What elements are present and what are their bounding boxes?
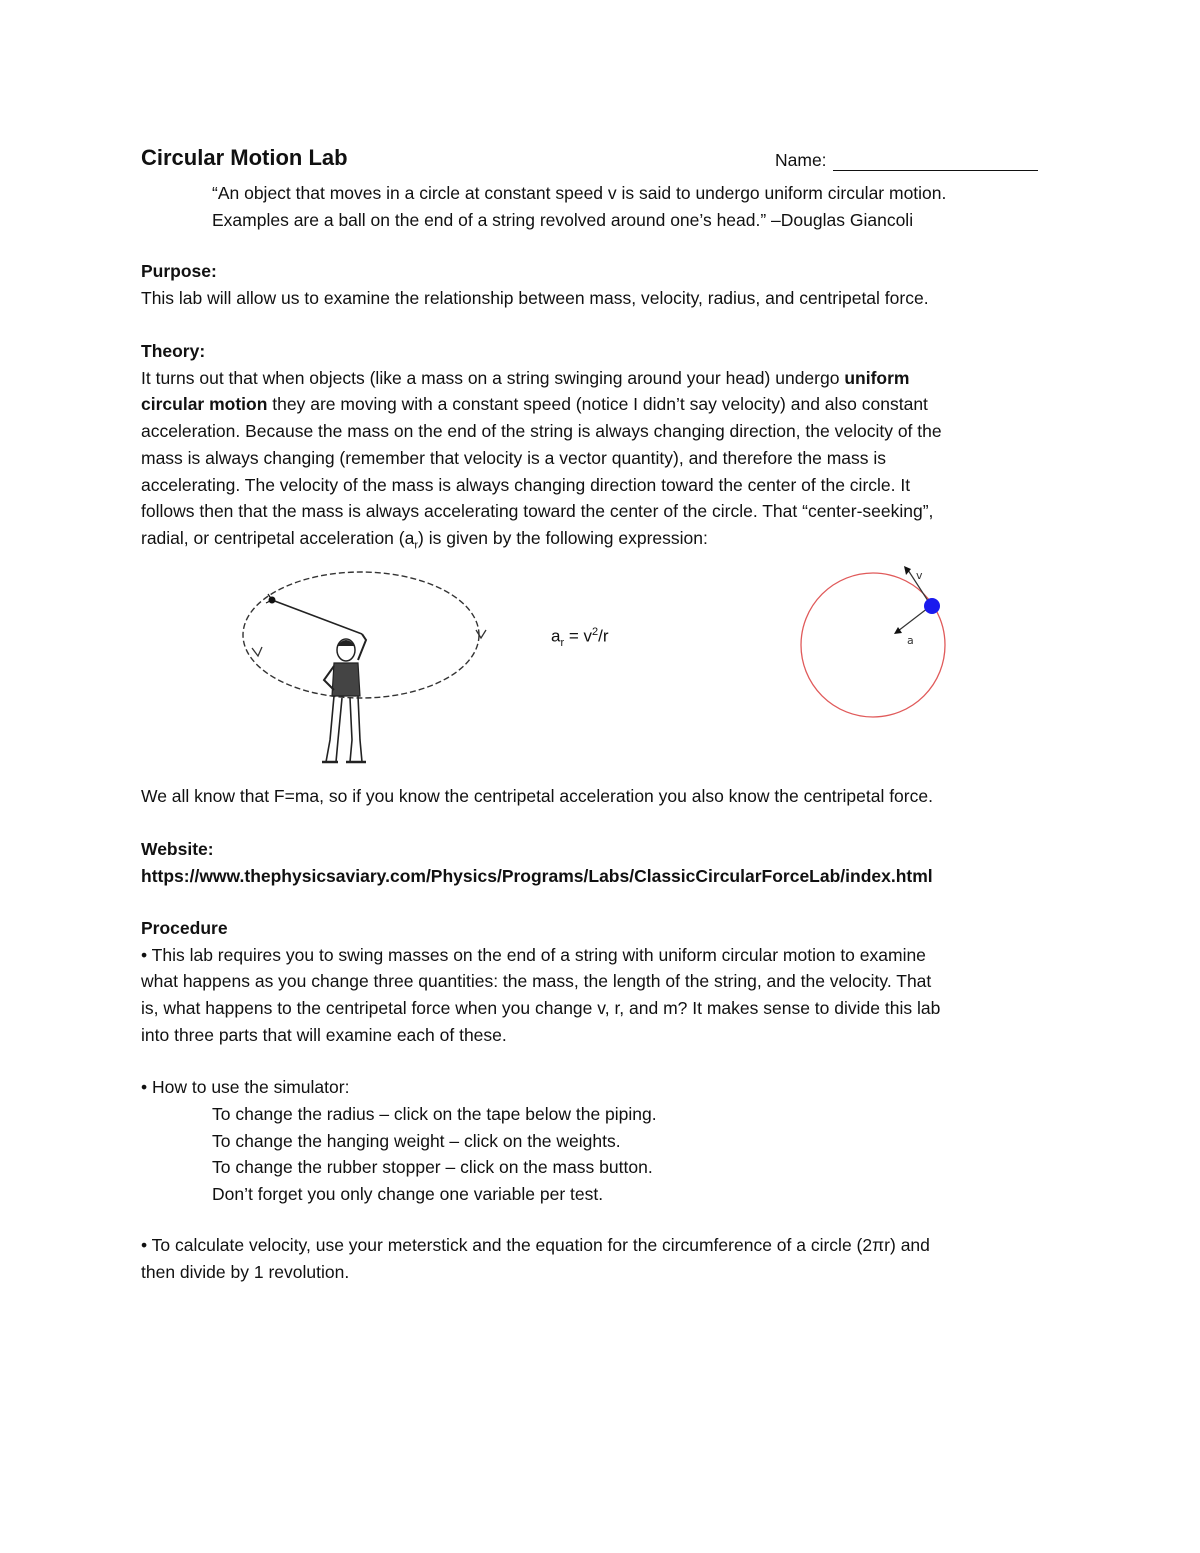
instruction-rubber-stopper: To change the rubber stopper – click on the mass button.	[212, 1157, 653, 1177]
swinging-person-figure	[238, 568, 488, 768]
procedure-bullet-1-line-4: into three parts that will examine each of these.	[141, 1024, 507, 1045]
blue-ball	[924, 598, 940, 614]
purpose-text: This lab will allow us to examine the relationship between mass, velocity, radius, and centripetal force.	[141, 287, 929, 308]
circle-vector-diagram	[790, 560, 960, 730]
simulator-instructions	[212, 1101, 657, 1207]
procedure-bullet-1-line-1: • This lab requires you to swing masses on the end of a string with uniform circular motion to examine	[141, 944, 926, 965]
purpose-section	[141, 258, 1061, 311]
website-url-link[interactable]: https://www.thephysicsaviary.com/Physics/Programs/Labs/ClassicCircularForceLab/index.html	[141, 865, 933, 886]
theory-line-3: acceleration. Because the mass on the end of the string is always changing direction, the velocity of the	[141, 421, 942, 442]
procedure-bullet-3-line-1: • To calculate velocity, use your meterstick and the equation for the circumference of a circle (2πr) and	[141, 1235, 930, 1255]
instruction-hanging-weight: To change the hanging weight – click on the weights.	[212, 1130, 621, 1151]
velocity-label: v	[916, 569, 923, 582]
quote-line-2: Examples are a ball on the end of a string revolved around one’s head.” –Douglas Giancoli	[212, 210, 914, 230]
theory-section	[141, 338, 1061, 559]
theory-line-7: radial, or centripetal acceleration $(a_r)$ is given by the following expression:	[141, 527, 708, 552]
theory-line-1: It turns out that when objects (like a mass on a string swinging around your head) undergo uniform	[141, 367, 910, 388]
procedure-heading: Procedure	[141, 918, 228, 938]
theory-line-6: follows then that the mass is always accelerating toward the center of the circle. That “center-seeking”,	[141, 501, 934, 522]
website-heading: Website:	[141, 839, 214, 859]
theory-line-4: mass is always changing (remember that velocity is a vector quantity), and therefore the mass is	[141, 447, 887, 468]
procedure-bullet-2-heading: • How to use the simulator:	[141, 1077, 350, 1097]
fma-text: We all know that F=ma, so if you know the centripetal acceleration you also know the centripetal force.	[141, 786, 933, 806]
name-label: Name:	[775, 150, 827, 170]
procedure-section	[141, 915, 1061, 1049]
procedure-bullet-1-line-3: is, what happens to the centripetal force when you change v, r, and m? It makes sense to divide this lab	[141, 998, 941, 1019]
procedure-bullet-1-line-2: what happens as you change three quantities: the mass, the length of the string, and the velocity. That	[141, 971, 932, 992]
quote-line-1: “An object that moves in a circle at constant speed v is said to undergo uniform circular motion.	[212, 183, 947, 203]
instruction-one-variable: Don’t forget you only change one variable per test.	[212, 1183, 604, 1204]
instruction-radius: To change the radius – click on the tape below the piping.	[212, 1104, 657, 1124]
name-field[interactable]	[775, 150, 1038, 171]
quote	[212, 180, 1112, 234]
theory-line-5: accelerating. The velocity of the mass is always changing direction toward the center of the circle. It	[141, 474, 911, 495]
theory-heading: Theory:	[141, 341, 206, 361]
theory-line-2: circular motion they are moving with a constant speed (notice I didn’t say velocity) and also constant	[141, 394, 928, 415]
acceleration-label: a	[907, 634, 914, 647]
procedure-bullet-3-line-2: then divide by 1 revolution.	[141, 1261, 350, 1282]
procedure-bullet-3	[141, 1232, 1061, 1285]
website-section	[141, 836, 1061, 889]
name-blank-line[interactable]	[833, 153, 1038, 171]
centripetal-formula: $a_r = v^2/r$	[551, 626, 609, 650]
purpose-heading: Purpose:	[141, 261, 217, 281]
page-title: Circular Motion Lab	[141, 145, 348, 170]
